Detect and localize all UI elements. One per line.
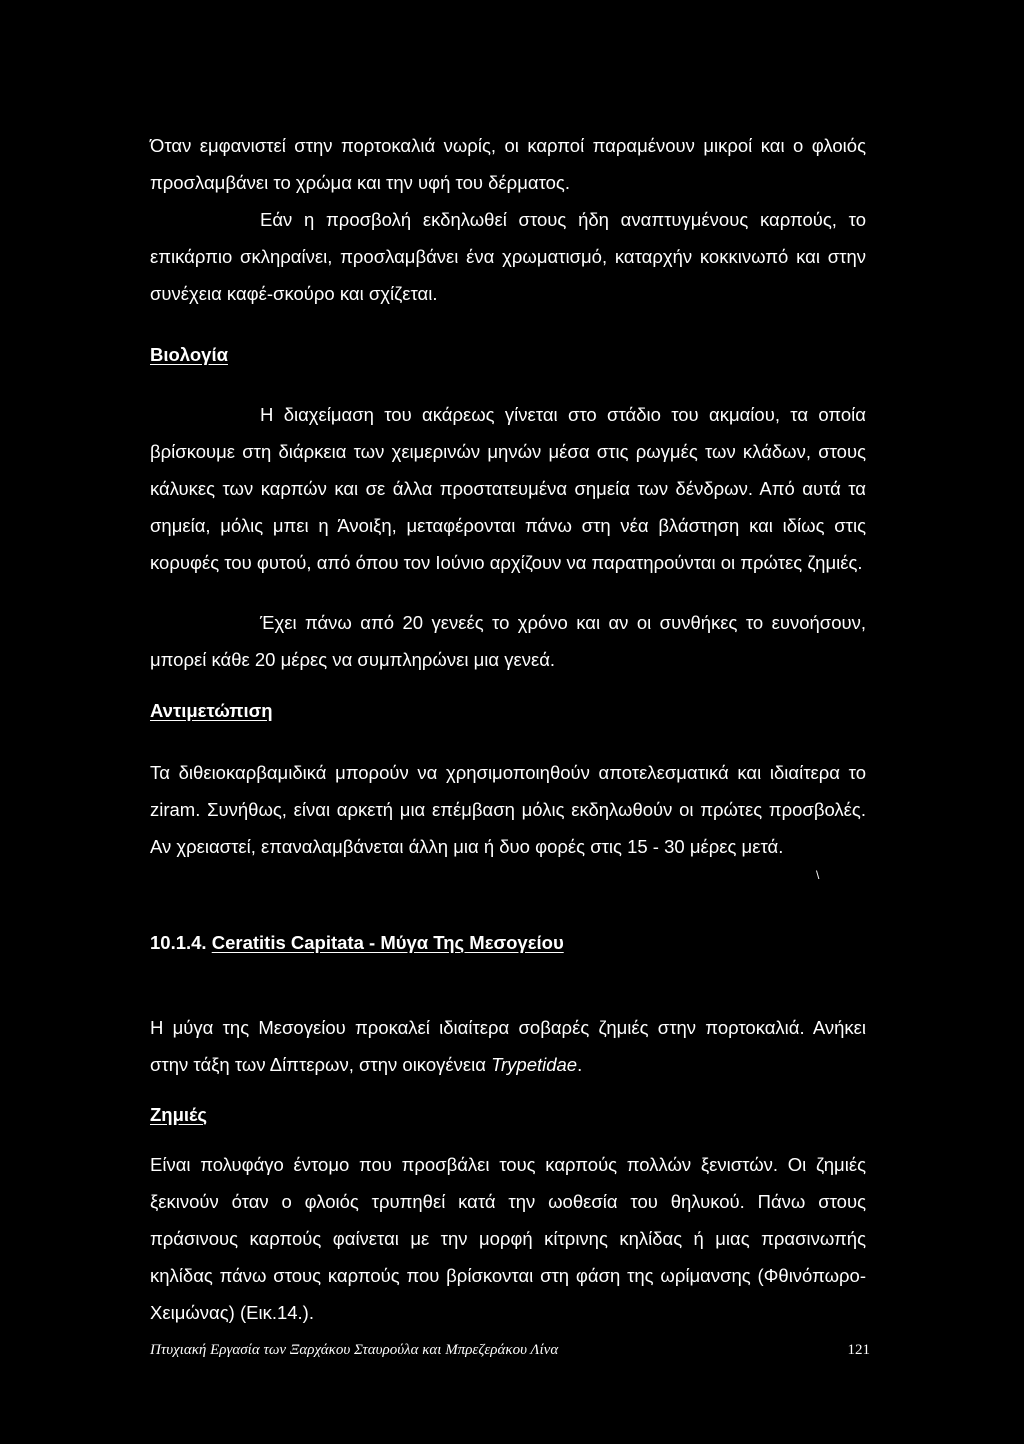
biology-paragraph-1: Η διαχείμαση του ακάρεως γίνεται στο στάδιο του ακμαίου, τα οποία βρίσκουμε στη διάρκεια των χειμερινών μηνών μέσα στις ρωγμές των κλάδων, στους κάλυκες των καρπών και σε άλλα προστατευμένα σημεία των δένδρων. Από αυτά τα σημεία, μόλις μπει η Άνοιξη, μεταφέρονται πάνω στη νέα βλάστηση και ιδίως στις κορυφές του φυτού, από όπου τον Ιούνιο αρχίζουν να παρατηρούνται οι πρώτες ζημιές. [150,404,866,573]
biology-paragraph-2: Έχει πάνω από 20 γενεές το χρόνο και αν οι συνθήκες το ευνοήσουν, μπορεί κάθε 20 μέρες να συμπληρώνει μια γενεά. [150,612,866,670]
biology-heading: Βιολογία [150,344,228,365]
footer-text: Πτυχιακή Εργασία των Ξαρχάκου Σταυρούλα και Μπρεζεράκου Λίνα [150,1342,559,1358]
section-title [150,928,564,958]
medfly-paragraph [150,1009,866,1083]
section-number: 10.1.4. [150,932,207,953]
stray-mark: \ [816,868,820,882]
intro-paragraph-2: Εάν η προσβολή εκδηλωθεί στους ήδη αναπτυγμένους καρπούς, το επικάρπιο σκληραίνει, προσλαμβάνει ένα χρωματισμό, καταρχήν κοκκινωπό και στην συνέχεια καφέ-σκούρο και σχίζεται. [150,209,866,304]
page-number: 121 [847,1342,870,1358]
page-footer [150,1342,870,1364]
intro-paragraph-1: Όταν εμφανιστεί στην πορτοκαλιά νωρίς, οι καρποί παραμένουν μικροί και ο φλοιός προσλαμβάνει το χρώμα και την υφή του δέρματος. [150,135,866,193]
section-title-text: Ceratitis Capitata - Μύγα Της Μεσογείου [211,932,564,953]
treatment-heading: Αντιμετώπιση [150,700,273,721]
damages-heading: Ζημιές [150,1104,208,1125]
treatment-paragraph: Τα διθειοκαρβαμιδικά μπορούν να χρησιμοποιηθούν αποτελεσματικά και ιδιαίτερα το ziram. Συνήθως, είναι αρκετή μια επέμβαση μόλις εκδηλωθούν οι πρώτες προσβολές. Αν χρειαστεί, επαναλαμβάνεται άλλη μια ή δυο φορές στις 15 - 30 μέρες μετά. [150,762,866,857]
damages-paragraph: Είναι πολυφάγο έντομο που προσβάλει τους καρπούς πολλών ξενιστών. Οι ζημιές ξεκινούν όταν ο φλοιός τρυπηθεί κατά την ωοθεσία του θηλυκού. Πάνω στους πράσινους καρπούς φαίνεται με την μορφή κίτρινης κηλίδας ή μιας πρασινωπής κηλίδας πάνω στους καρπούς που βρίσκονται στη φάση της ωρίμανσης (Φθινόπωρο- Χειμώνας) (Εικ.14.). [150,1154,866,1323]
medfly-paragraph-end: . [577,1054,583,1075]
family-name: Trypetidae [491,1054,578,1075]
medfly-paragraph-text: Η μύγα της Μεσογείου προκαλεί ιδιαίτερα σοβαρές ζημιές στην πορτοκαλιά. Ανήκει στην τάξη των Δίπτερων, στην οικογένεια [150,1017,866,1075]
